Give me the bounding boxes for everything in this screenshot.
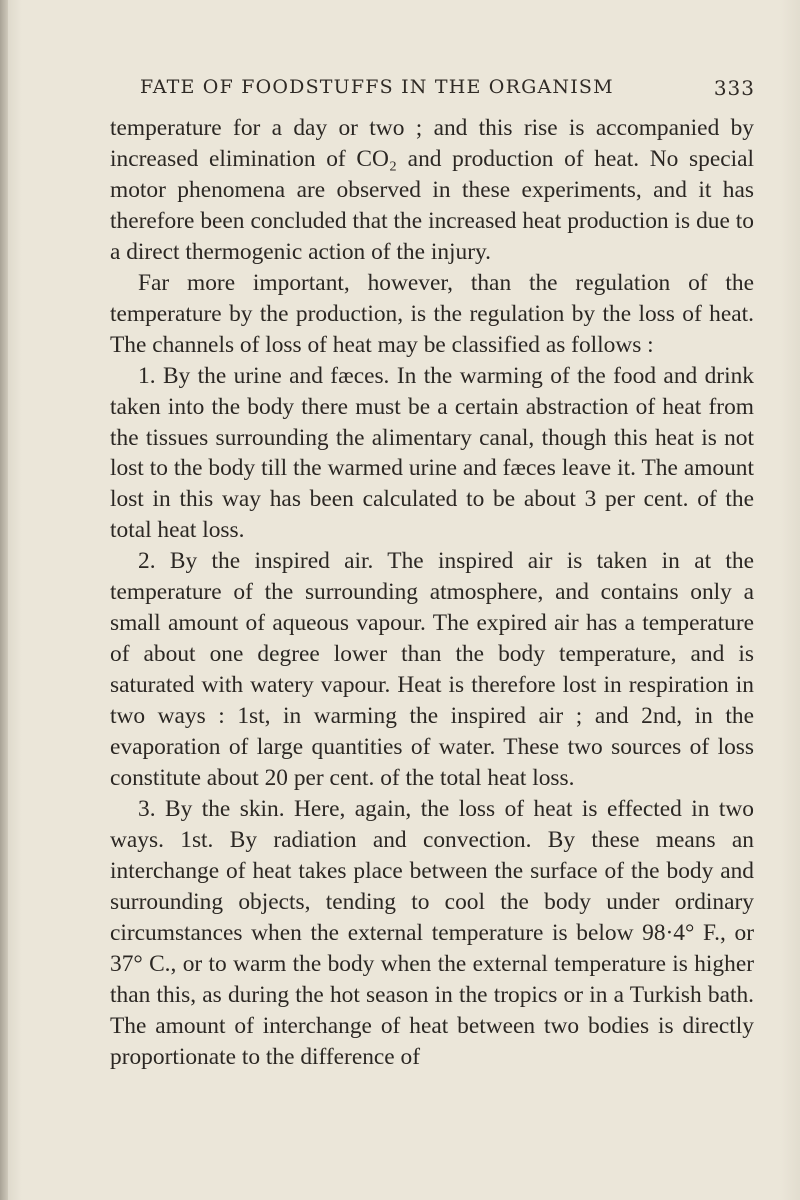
paragraph-heat-regulation: Far more important, however, than the regulation of the temperature by the production, is the regulation by the loss of heat. The channels of loss of heat may be classified as follows :	[110, 269, 754, 358]
page-gutter	[0, 0, 8, 1200]
page-number: 333	[713, 76, 755, 100]
paragraph-continued: temperature for a day or two ; and this rise is accompanied by increased elimination of CO₂ and production of heat. No special motor phenomena are observed in these experiments, and it has therefore been concluded that the increased heat production is due to a direct thermogenic action of the injury.	[110, 115, 754, 265]
body-text	[110, 113, 754, 1073]
page-header	[105, 76, 755, 106]
paragraph-inspired-air: 2. By the inspired air. The inspired air is taken in at the temperature of the surrounding atmosphere, and contains only a small amount of aqueous vapour. The expired air has a temperature of about one degree lower than the body temperature, and is saturated with watery vapour. Heat is therefore lost in respiration in two ways : 1st, in warming the inspired air ; and 2nd, in the evaporation of large quantities of water. These two sources of loss constitute about 20 per cent. of the total heat loss.	[110, 548, 754, 792]
running-head: FATE OF FOODSTUFFS IN THE ORGANISM	[140, 76, 614, 98]
paragraph-skin: 3. By the skin. Here, again, the loss of heat is effected in two ways. 1st. By radiation and convection. By these means an interchange of heat takes place between the surface of the body and surrounding objects, tending to cool the body under ordinary circumstances when the external temperature is below 98·4° F., or 37° C., or to warm the body when the external temperature is higher than this, as during the hot season in the tropics or in a Turkish bath. The amount of interchange of heat between two bodies is directly proportionate to the difference of	[110, 795, 754, 1070]
paragraph-urine-faeces: 1. By the urine and fæces. In the warming of the food and drink taken into the body there must be a certain abstraction of heat from the tissues surrounding the alimentary canal, though this heat is not lost to the body till the warmed urine and fæces leave it. The amount lost in this way has been calculated to be about 3 per cent. of the total heat loss.	[110, 362, 754, 544]
